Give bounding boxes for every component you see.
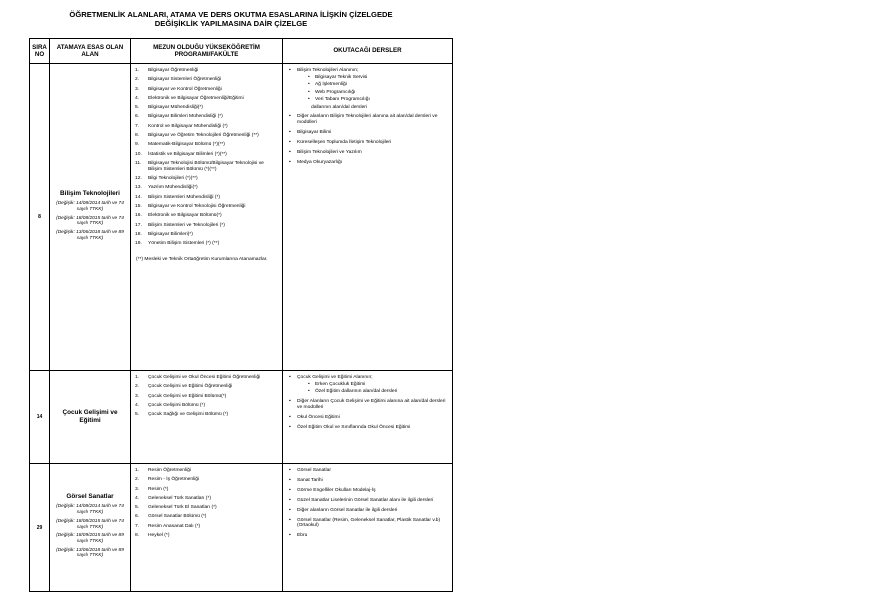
program-number: 11. bbox=[135, 160, 142, 166]
list-item bbox=[289, 140, 449, 146]
ders-name: Diğer alanların Görsel Sanatlar ile ilgili dersleri bbox=[297, 507, 398, 513]
list-item bbox=[135, 161, 279, 173]
list-item bbox=[289, 375, 449, 395]
program-name: Bilgisayar Öğretmenliği bbox=[148, 68, 199, 73]
list-item bbox=[135, 105, 279, 111]
list-item bbox=[289, 498, 449, 504]
program-name: Resim - İş Öğretmenliği bbox=[148, 477, 200, 483]
list-item bbox=[289, 533, 449, 539]
ders-name: Küreselleşen Toplumda İletişim Teknolojileri bbox=[297, 140, 392, 146]
programs-cell bbox=[131, 64, 283, 371]
program-name: Bilgisayar Mühendisliği(*) bbox=[148, 105, 203, 111]
program-name: Elektronik ve Bilgisayar Bölümü(*) bbox=[148, 213, 222, 219]
list-item bbox=[289, 425, 449, 431]
ders-name: Diğer alanların Bilişim Teknolojileri alanına ait alan/dal dersleri ve modülleri bbox=[297, 114, 438, 126]
program-name: Bilgisayar Teknolojisi Bölümü/Bilgisayar Teknolojisi ve Bilişim Sistemleri Bölümü (*)(**) bbox=[148, 160, 264, 172]
alan-cell bbox=[50, 464, 131, 592]
program-number: 13. bbox=[135, 185, 142, 191]
program-number: 2. bbox=[135, 384, 140, 390]
list-item bbox=[135, 77, 279, 83]
list-item bbox=[289, 508, 449, 514]
program-name: Çocuk Gelişimi ve Eğitimi Bölümü(*) bbox=[148, 393, 227, 399]
program-name: Bilgisayar Sistemleri Öğretmenliği bbox=[148, 77, 222, 83]
program-number: 12. bbox=[135, 176, 142, 182]
ders-name: Çocuk Gelişimi ve Eğitimi Alanının; bbox=[297, 375, 373, 380]
list-item bbox=[135, 403, 279, 409]
ders-name: Ebru bbox=[297, 533, 308, 539]
program-name: Bilgisayar ve Kontrol Teknolojisi Öğretmenliği bbox=[148, 204, 246, 210]
program-number: 18. bbox=[135, 231, 142, 237]
list-item bbox=[135, 487, 279, 493]
assignment-table bbox=[29, 38, 453, 592]
ders-sublist bbox=[297, 382, 449, 395]
sira-no-cell: 8 bbox=[30, 64, 50, 371]
list-item bbox=[289, 518, 449, 530]
program-number: 15. bbox=[135, 204, 142, 210]
program-number: 8. bbox=[135, 533, 140, 539]
program-name: Kontrol ve Bilgisayar Mühendisliği (*) bbox=[148, 123, 228, 129]
amendment-note: (Değişik: 13/06/2018 tarih ve 89 sayılı TTKK) bbox=[56, 547, 124, 559]
sub-item: • Bilgisayar Teknik Servisi bbox=[308, 75, 449, 81]
sub-item: • Erken Çocukluk Eğitimi bbox=[308, 382, 449, 388]
program-number: 7. bbox=[135, 123, 140, 129]
program-name: Çocuk Gelişimi ve Okul Öncesi Eğitimi Öğretmenliği bbox=[148, 375, 261, 380]
alan-notes bbox=[52, 504, 128, 559]
list-item bbox=[135, 204, 279, 210]
list-item bbox=[135, 195, 279, 201]
program-number: 4. bbox=[135, 402, 140, 408]
program-name: Geleneksel Türk Sanatları (*) bbox=[148, 495, 211, 501]
list-item bbox=[135, 496, 279, 502]
header-sira: SIRA NO bbox=[30, 39, 50, 64]
list-item bbox=[289, 488, 449, 494]
table-row bbox=[30, 371, 453, 464]
sub-item: • Özel Eğitim dallarının alan/dal dersleri bbox=[308, 389, 449, 395]
program-number: 14. bbox=[135, 194, 142, 200]
list-item bbox=[289, 68, 449, 110]
program-name: Bilgisayar Bilimleri Mühendisliği (*) bbox=[148, 114, 223, 120]
header-mezun: MEZUN OLDUĞU YÜKSEKÖĞRETİM PROGRAMI/FAKÜLTE bbox=[131, 39, 283, 64]
program-name: Matematik-Bilgisayar Bölümü (*)(**) bbox=[148, 142, 225, 148]
list-item bbox=[135, 124, 279, 130]
alan-name: Çocuk Gelişimi ve Eğitimi bbox=[62, 409, 118, 424]
document-title bbox=[0, 11, 462, 28]
program-number: 1. bbox=[135, 68, 140, 73]
sub-item: • Veri Tabanı Programcılığı bbox=[308, 97, 449, 103]
list-item bbox=[135, 533, 279, 539]
ders-name: Okul Öncesi Eğitimi bbox=[297, 415, 340, 421]
program-number: 4. bbox=[135, 495, 140, 501]
ders-list bbox=[283, 468, 452, 539]
header-row bbox=[30, 39, 453, 64]
program-name: Çocuk Gelişimi ve Eğitimi Öğretmenliği bbox=[148, 384, 233, 390]
ders-name: Görsel Sanatlar bbox=[297, 468, 331, 473]
sub-item: • Web Programcılığı bbox=[308, 90, 449, 96]
ders-tail: dallarının alan/dal dersleri bbox=[311, 104, 368, 110]
program-number: 4. bbox=[135, 95, 140, 101]
list-item bbox=[135, 185, 279, 191]
list-item bbox=[135, 524, 279, 530]
amendment-note: (Değişik: 18/09/2015 tarih ve 89 sayılı TTKK) bbox=[56, 533, 124, 544]
list-item bbox=[135, 87, 279, 93]
list-item bbox=[135, 505, 279, 511]
list-item bbox=[289, 150, 449, 156]
program-name: Yönetim Bilişim Sistemleri (*) (**) bbox=[148, 241, 220, 247]
list-item bbox=[289, 130, 449, 136]
program-list bbox=[131, 468, 282, 539]
list-item bbox=[135, 114, 279, 120]
dersler-cell bbox=[283, 464, 453, 592]
list-item bbox=[135, 477, 279, 483]
ders-name: Medya Okuryazarlığı bbox=[297, 159, 343, 165]
ders-list bbox=[283, 375, 452, 431]
program-number: 10. bbox=[135, 151, 142, 157]
ders-name: Diğer Alanların Çocuk Gelişimi ve Eğitimi alanına ait alan/dal dersleri ve modülleri bbox=[297, 399, 446, 411]
amendment-note: (Değişik: 14/08/2014 tarih ve 74 sayılı TTKK) bbox=[56, 504, 124, 516]
ders-sublist bbox=[297, 75, 449, 103]
program-list bbox=[131, 68, 282, 247]
program-name: Bilişim Sistemleri ve Teknolojileri (*) bbox=[148, 222, 225, 228]
list-item bbox=[289, 114, 449, 126]
program-name: Geleneksel Türk El Sanatları (*) bbox=[148, 505, 217, 511]
program-name: Çocuk Sağlığı ve Gelişimi Bölümü (*) bbox=[148, 412, 229, 418]
program-name: Bilgi Teknolojileri (*)(**) bbox=[148, 176, 198, 182]
alan-name: Görsel Sanatlar bbox=[66, 492, 114, 500]
program-name: Yazılım Mühendisliği(*) bbox=[148, 185, 198, 191]
program-name: Çocuk Gelişimi Bölümü (*) bbox=[148, 402, 206, 408]
ders-name: Güzel Sanatlar Liselerinin Görsel Sanatlar alanı ile ilgili dersleri bbox=[297, 497, 434, 503]
program-name: Elektronik ve Bilgisayar Öğretmenliği/Eğitimi bbox=[148, 95, 244, 101]
list-item bbox=[135, 412, 279, 418]
program-number: 1. bbox=[135, 375, 140, 380]
alan-name: Bilişim Teknolojileri bbox=[60, 189, 120, 197]
amendment-note: (Değişik: 18/08/2015 tarih ve 74 sayılı TTKK) bbox=[56, 518, 124, 530]
program-number: 3. bbox=[135, 486, 140, 492]
program-name: Resim (*) bbox=[148, 486, 169, 492]
sub-item: • Ağ İşletmenliği bbox=[308, 82, 449, 88]
amendment-note: (Değişik: 18/08/2015 tarih ve 74 sayılı TTKK) bbox=[56, 215, 124, 227]
amendment-note: (Değişik: 14/08/2014 tarih ve 74 sayılı TTKK) bbox=[56, 201, 124, 212]
program-number: 2. bbox=[135, 77, 140, 83]
ders-name: Sanat Tarihi bbox=[297, 477, 323, 483]
dersler-cell bbox=[283, 64, 453, 371]
program-name: İstatistik ve Bilgisayar Bilimleri (*)(**) bbox=[148, 151, 227, 157]
list-item bbox=[135, 213, 279, 219]
program-number: 5. bbox=[135, 412, 140, 418]
program-name: Bilgisayar ve Öğretim Teknolojileri Öğretmenliği (**) bbox=[148, 133, 259, 139]
list-item bbox=[135, 514, 279, 520]
amendment-note: (Değişik: 13/06/2018 tarih ve 89 sayılı TTKK) bbox=[56, 230, 124, 241]
program-name: Resim Anasanat Dalı (*) bbox=[148, 523, 201, 529]
alan-cell bbox=[50, 64, 131, 371]
list-item bbox=[135, 176, 279, 182]
ders-name: Bilişim Teknolojileri ve Yazılım bbox=[297, 150, 362, 156]
list-item bbox=[135, 223, 279, 229]
list-item bbox=[135, 142, 279, 148]
program-number: 5. bbox=[135, 505, 140, 511]
list-item bbox=[135, 96, 279, 102]
programs-cell bbox=[131, 464, 283, 592]
ders-name: Görsel Sanatlar (Resim, Geleneksel Sanatlar, Plastik Sanatlar v.b) (Ortaokul) bbox=[297, 517, 441, 529]
program-name: Heykel (*) bbox=[148, 533, 170, 539]
list-item bbox=[135, 375, 279, 381]
ders-name: Bilişim Teknolojileri Alanının; bbox=[297, 68, 359, 73]
program-number: 8. bbox=[135, 133, 140, 139]
title-line-1: ÖĞRETMENLİK ALANLARI, ATAMA VE DERS OKUTMA ESASLARINA İLİŞKİN ÇİZELGEDE bbox=[69, 10, 393, 19]
list-item bbox=[289, 478, 449, 484]
list-item bbox=[289, 468, 449, 474]
program-number: 7. bbox=[135, 523, 140, 529]
alan-cell bbox=[50, 371, 131, 464]
list-item bbox=[135, 232, 279, 238]
program-number: 16. bbox=[135, 213, 142, 219]
program-footnote: (**) Mesleki ve Teknik Ortaöğretim Kurumlarına Atanamazlar. bbox=[136, 256, 268, 262]
program-name: Resim Öğretmenliği bbox=[148, 468, 191, 473]
table-row bbox=[30, 464, 453, 592]
table-row bbox=[30, 64, 453, 371]
header-dersler: OKUTACAĞI DERSLER bbox=[283, 39, 453, 64]
dersler-cell bbox=[283, 371, 453, 464]
program-list bbox=[131, 375, 282, 418]
program-number: 19. bbox=[135, 241, 142, 247]
program-number: 17. bbox=[135, 222, 142, 228]
program-number: 1. bbox=[135, 468, 140, 473]
program-number: 3. bbox=[135, 393, 140, 399]
program-number: 5. bbox=[135, 105, 140, 111]
ders-name: Bilgisayar Bilimi bbox=[297, 130, 332, 136]
list-item bbox=[135, 384, 279, 390]
program-name: Bilgisayar Bilimleri(*) bbox=[148, 231, 193, 237]
program-number: 3. bbox=[135, 86, 140, 92]
list-item bbox=[135, 468, 279, 474]
program-number: 6. bbox=[135, 514, 140, 520]
program-number: 6. bbox=[135, 114, 140, 120]
program-name: Bilgisayar ve Kontrol Öğretmenliği bbox=[148, 86, 222, 92]
list-item bbox=[289, 415, 449, 421]
program-number: 9. bbox=[135, 142, 140, 148]
list-item bbox=[135, 241, 279, 247]
title-line-2: DEĞİŞİKLİK YAPILMASINA DAİR ÇİZELGE bbox=[154, 18, 308, 28]
program-number: 2. bbox=[135, 477, 140, 483]
sira-no-cell: 14 bbox=[30, 371, 50, 464]
ders-name: Özel Eğitim Okul ve Sınıflarında Okul Öncesi Eğitimi bbox=[297, 424, 411, 430]
list-item bbox=[289, 160, 449, 166]
list-item bbox=[135, 152, 279, 158]
alan-notes bbox=[52, 201, 128, 241]
ders-list bbox=[283, 68, 452, 166]
list-item bbox=[135, 394, 279, 400]
programs-cell bbox=[131, 371, 283, 464]
list-item bbox=[289, 399, 449, 411]
program-name: Görsel Sanatlar Bölümü (*) bbox=[148, 514, 207, 520]
sira-no-cell: 29 bbox=[30, 464, 50, 592]
ders-name: Görme Engelliler Okulları Modelaj-İş bbox=[297, 487, 376, 493]
list-item bbox=[135, 133, 279, 139]
header-alan: ATAMAYA ESAS OLAN ALAN bbox=[50, 39, 131, 64]
list-item bbox=[135, 68, 279, 74]
program-name: Bilişim Sistemleri Mühendisliği (*) bbox=[148, 194, 221, 200]
